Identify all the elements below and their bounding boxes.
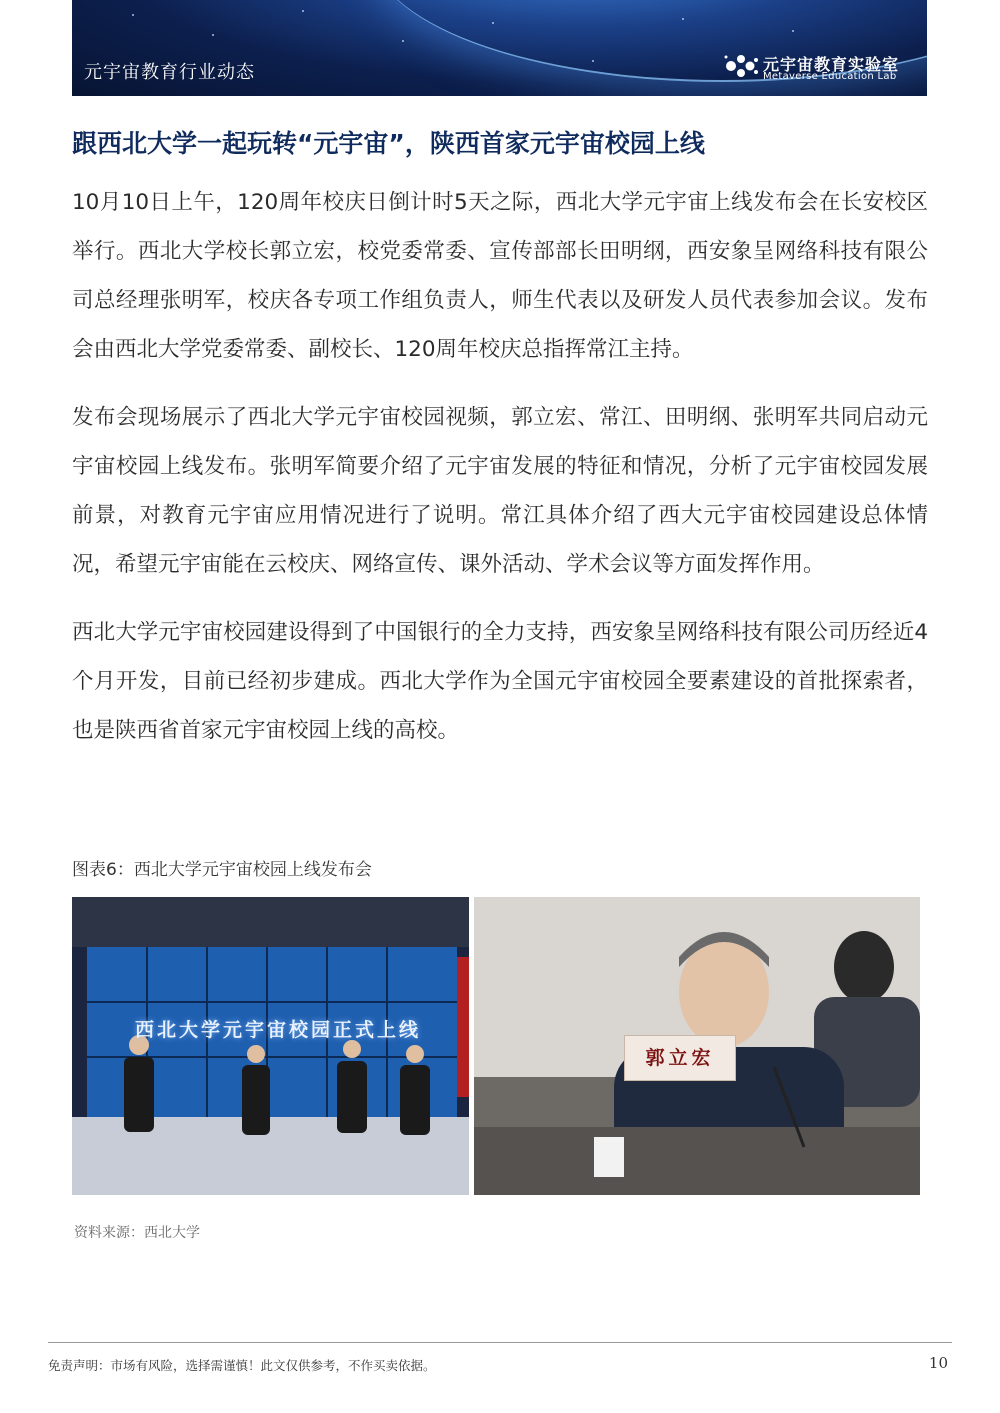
lab-logo: [723, 50, 923, 90]
screen-banner-text: 西北大学元宇宙校园正式上线: [134, 1019, 421, 1041]
figure-caption: 图表6：西北大学元宇宙校园上线发布会: [72, 860, 372, 880]
footer-divider: [48, 1342, 952, 1343]
star: [302, 10, 304, 12]
article-title: 跟西北大学一起玩转“元宇宙”，陕西首家元宇宙校园上线: [72, 129, 705, 158]
star: [682, 18, 684, 20]
photo-scene: [72, 897, 469, 1195]
article-body: [72, 178, 928, 774]
logo-text-en: Metaverse Education Lab: [763, 71, 897, 82]
header-banner: [72, 0, 927, 96]
paragraph: 西北大学元宇宙校园建设得到了中国银行的全力支持，西安象呈网络科技有限公司历经近4个月开发，目前已经初步建成。西北大学作为全国元宇宙校园全要素建设的首批探索者，也是陕西省首家元宇宙校园上线的高校。: [72, 620, 928, 743]
launch-ceremony-photo: [72, 897, 469, 1195]
logo-text-cn: 元宇宙教育实验室: [763, 55, 900, 74]
speaker-nameplate: 郭立宏: [624, 1035, 736, 1081]
speaker-photo: [474, 897, 920, 1195]
star: [132, 14, 134, 16]
star: [212, 34, 214, 36]
figure-source: 资料来源：西北大学: [74, 1225, 200, 1241]
star: [792, 30, 794, 32]
star: [402, 40, 404, 42]
paragraph: 发布会现场展示了西北大学元宇宙校园视频，郭立宏、常江、田明纲、张明军共同启动元宇宙校园上线发布。张明军简要介绍了元宇宙发展的特征和情况，分析了元宇宙校园发展前景，对教育元宇宙应用情况进行了说明。常江具体介绍了西大元宇宙校园建设总体情况，希望元宇宙能在云校庆、网络宣传、课外活动、学术会议等方面发挥作用。: [72, 405, 928, 577]
section-title: 元宇宙教育行业动态: [84, 62, 255, 83]
star: [492, 22, 494, 24]
page-number: 10: [928, 1354, 948, 1372]
cluster-dots-icon: [723, 52, 759, 80]
disclaimer: 免责声明：市场有风险，选择需谨慎！此文仅供参考，不作买卖依据。: [48, 1358, 436, 1373]
paragraph: 10月10日上午，120周年校庆日倒计时5天之际，西北大学元宇宙上线发布会在长安校区举行。西北大学校长郭立宏，校党委常委、宣传部部长田明纲，西安象呈网络科技有限公司总经理张明军，校庆各专项工作组负责人，师生代表以及研发人员代表参加会议。发布会由西北大学党委常委、副校长、120周年校庆总指挥常江主持。: [72, 190, 928, 362]
star: [592, 60, 594, 62]
